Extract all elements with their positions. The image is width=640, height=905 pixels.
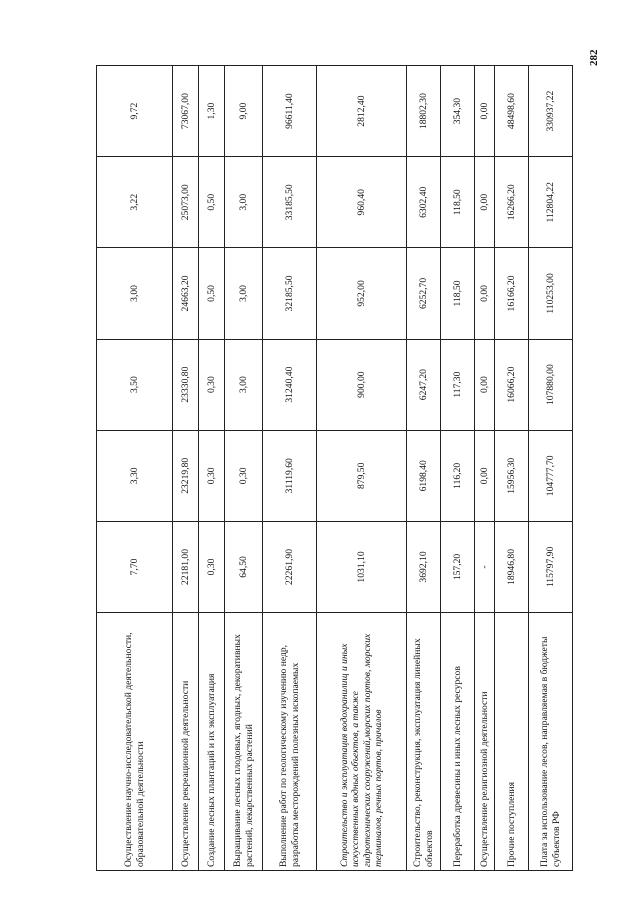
value-cell: 22181,00 — [173, 521, 199, 612]
table-row-pay — [529, 66, 573, 871]
value-cell: 0,00 — [475, 157, 495, 248]
value-cell: 118,50 — [441, 157, 475, 248]
row-label: Прочие поступления — [495, 613, 529, 871]
row-label: Осуществление религиозной деятельности — [475, 613, 495, 871]
table-row-wood — [441, 66, 475, 871]
value-cell: 6247,20 — [407, 339, 441, 430]
value-cell: 116,20 — [441, 430, 475, 521]
value-cell: 16266,20 — [495, 157, 529, 248]
value-cell: 0,30 — [199, 521, 225, 612]
value-cell: 16166,20 — [495, 248, 529, 339]
value-cell: 23219,80 — [173, 430, 199, 521]
value-cell: 1,30 — [199, 66, 225, 157]
table-row-rekr — [173, 66, 199, 871]
table-row-line — [407, 66, 441, 871]
value-cell: 31240,40 — [263, 339, 317, 430]
value-cell: 952,00 — [317, 248, 407, 339]
value-cell: - — [475, 521, 495, 612]
row-label: Выполнение работ по геологическому изучению недр, разработка месторождений полезных ископаемых — [263, 613, 317, 871]
value-cell: 23330,80 — [173, 339, 199, 430]
value-cell: 7,70 — [97, 521, 173, 612]
value-cell: 16066,20 — [495, 339, 529, 430]
value-cell: 0,30 — [225, 430, 263, 521]
table-row-plant — [199, 66, 225, 871]
table-row-geo — [263, 66, 317, 871]
value-cell: 1031,10 — [317, 521, 407, 612]
value-cell: 900,00 — [317, 339, 407, 430]
row-label: Создание лесных плантаций и их эксплуатация — [199, 613, 225, 871]
value-cell: 118,50 — [441, 248, 475, 339]
value-cell: 33185,50 — [263, 157, 317, 248]
value-cell: 0,00 — [475, 248, 495, 339]
value-cell: 31119,60 — [263, 430, 317, 521]
value-cell: 73067,00 — [173, 66, 199, 157]
value-cell: 0,00 — [475, 66, 495, 157]
table-row-other — [495, 66, 529, 871]
value-cell: 6252,70 — [407, 248, 441, 339]
forest-revenue-table — [96, 65, 573, 871]
value-cell: 0,00 — [475, 339, 495, 430]
value-cell: 0,00 — [475, 430, 495, 521]
value-cell: 3692,10 — [407, 521, 441, 612]
row-label: Переработка древесины и иных лесных ресурсов — [441, 613, 475, 871]
value-cell: 110253,00 — [529, 248, 573, 339]
row-label: Выращивание лесных плодовых, ягодных, декоративных растений, лекарственных растений — [225, 613, 263, 871]
value-cell: 3,00 — [225, 157, 263, 248]
table-row-nauch — [97, 66, 173, 871]
table-body — [97, 66, 573, 871]
value-cell: 2812,40 — [317, 66, 407, 157]
value-cell: 879,50 — [317, 430, 407, 521]
value-cell: 3,30 — [97, 430, 173, 521]
value-cell: 9,00 — [225, 66, 263, 157]
value-cell: 3,00 — [225, 248, 263, 339]
value-cell: 6198,40 — [407, 430, 441, 521]
value-cell: 24663,20 — [173, 248, 199, 339]
value-cell: 0,50 — [199, 248, 225, 339]
value-cell: 0,30 — [199, 430, 225, 521]
row-label: Осуществление рекреационной деятельности — [173, 613, 199, 871]
page-number: 282 — [588, 49, 600, 66]
table-row-plod — [225, 66, 263, 871]
value-cell: 157,20 — [441, 521, 475, 612]
row-label: Плата за использование лесов, направляемая в бюджеты субъектов РФ — [529, 613, 573, 871]
value-cell: 354,30 — [441, 66, 475, 157]
value-cell: 64,50 — [225, 521, 263, 612]
value-cell: 0,30 — [199, 339, 225, 430]
value-cell: 960,40 — [317, 157, 407, 248]
value-cell: 3,00 — [225, 339, 263, 430]
value-cell: 15956,30 — [495, 430, 529, 521]
value-cell: 25073,00 — [173, 157, 199, 248]
value-cell: 115797,90 — [529, 521, 573, 612]
value-cell: 112804,22 — [529, 157, 573, 248]
value-cell: 3,22 — [97, 157, 173, 248]
value-cell: 330937,22 — [529, 66, 573, 157]
value-cell: 3,50 — [97, 339, 173, 430]
value-cell: 18946,80 — [495, 521, 529, 612]
value-cell: 96611,40 — [263, 66, 317, 157]
value-cell: 48498,60 — [495, 66, 529, 157]
row-label: Осуществление научно-исследовательской деятельности, образовательной деятельности — [97, 613, 173, 871]
value-cell: 107880,00 — [529, 339, 573, 430]
row-label: Строительство, реконструкция, эксплуатация линейных объектов — [407, 613, 441, 871]
value-cell: 117,30 — [441, 339, 475, 430]
value-cell: 9,72 — [97, 66, 173, 157]
value-cell: 6302,40 — [407, 157, 441, 248]
row-label: Строительство и эксплуатация водохранилищ и иных искусственных водных объектов, а также гидротехнических сооружений,морских портов, морских терминалов, речных портов, причалов — [317, 613, 407, 871]
value-cell: 3,00 — [97, 248, 173, 339]
table-row-relig — [475, 66, 495, 871]
forest-revenue-table-wrapper — [96, 65, 562, 871]
table-row-build — [317, 66, 407, 871]
value-cell: 18802,30 — [407, 66, 441, 157]
value-cell: 104777,70 — [529, 430, 573, 521]
value-cell: 22261,90 — [263, 521, 317, 612]
value-cell: 32185,50 — [263, 248, 317, 339]
value-cell: 0,50 — [199, 157, 225, 248]
